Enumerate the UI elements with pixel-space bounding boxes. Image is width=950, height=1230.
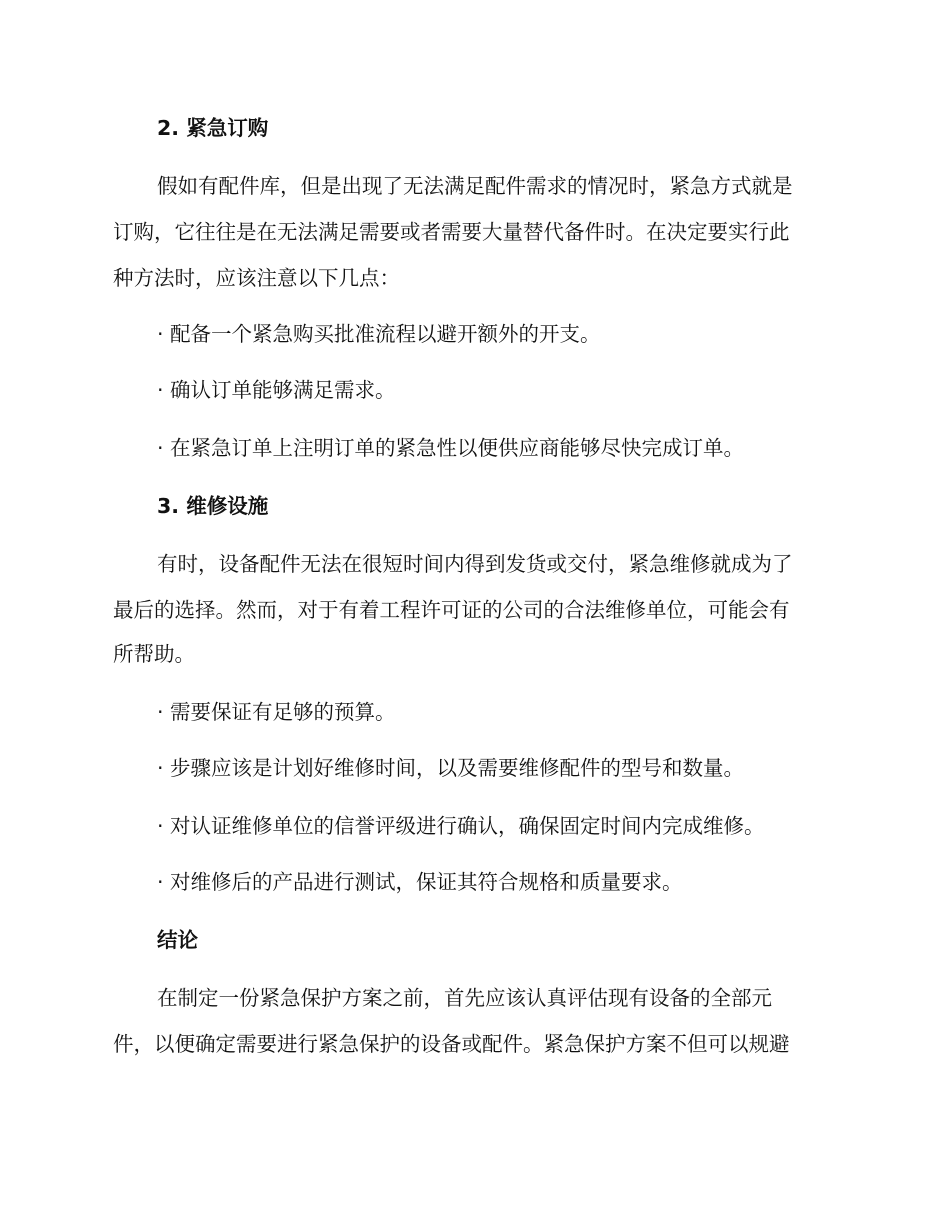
paragraph-line: 订购，它往往是在无法满足需要或者需要大量替代备件时。在决定要实行此	[113, 220, 790, 244]
paragraph-line: 有时，设备配件无法在很短时间内得到发货或交付，紧急维修就成为了	[157, 552, 793, 576]
paragraph-line: 所帮助。	[113, 642, 195, 666]
paragraph-line: 假如有配件库，但是出现了无法满足配件需求的情况时，紧急方式就是	[157, 174, 793, 198]
bullet-item: · 步骤应该是计划好维修时间，以及需要维修配件的型号和数量。	[157, 756, 745, 780]
section-heading-emergency-order: 2. 紧急订购	[157, 116, 269, 140]
bullet-item: · 配备一个紧急购买批准流程以避开额外的开支。	[157, 322, 601, 346]
bullet-item: · 确认订单能够满足需求。	[157, 378, 396, 402]
paragraph-line: 最后的选择。然而，对于有着工程许可证的公司的合法维修单位，可能会有	[113, 598, 790, 622]
bullet-item: · 对维修后的产品进行测试，保证其符合规格和质量要求。	[157, 870, 683, 894]
section-heading-repair-facility: 3. 维修设施	[157, 494, 269, 518]
bullet-item: · 在紧急订单上注明订单的紧急性以便供应商能够尽快完成订单。	[157, 436, 745, 460]
paragraph-line: 种方法时，应该注意以下几点：	[113, 266, 400, 290]
bullet-item: · 需要保证有足够的预算。	[157, 700, 396, 724]
bullet-item: · 对认证维修单位的信誉评级进行确认，确保固定时间内完成维修。	[157, 814, 765, 838]
paragraph-line: 在制定一份紧急保护方案之前，首先应该认真评估现有设备的全部元	[157, 986, 772, 1010]
paragraph-line: 件，以便确定需要进行紧急保护的设备或配件。紧急保护方案不但可以规避	[113, 1032, 790, 1056]
section-heading-conclusion: 结论	[157, 928, 198, 952]
